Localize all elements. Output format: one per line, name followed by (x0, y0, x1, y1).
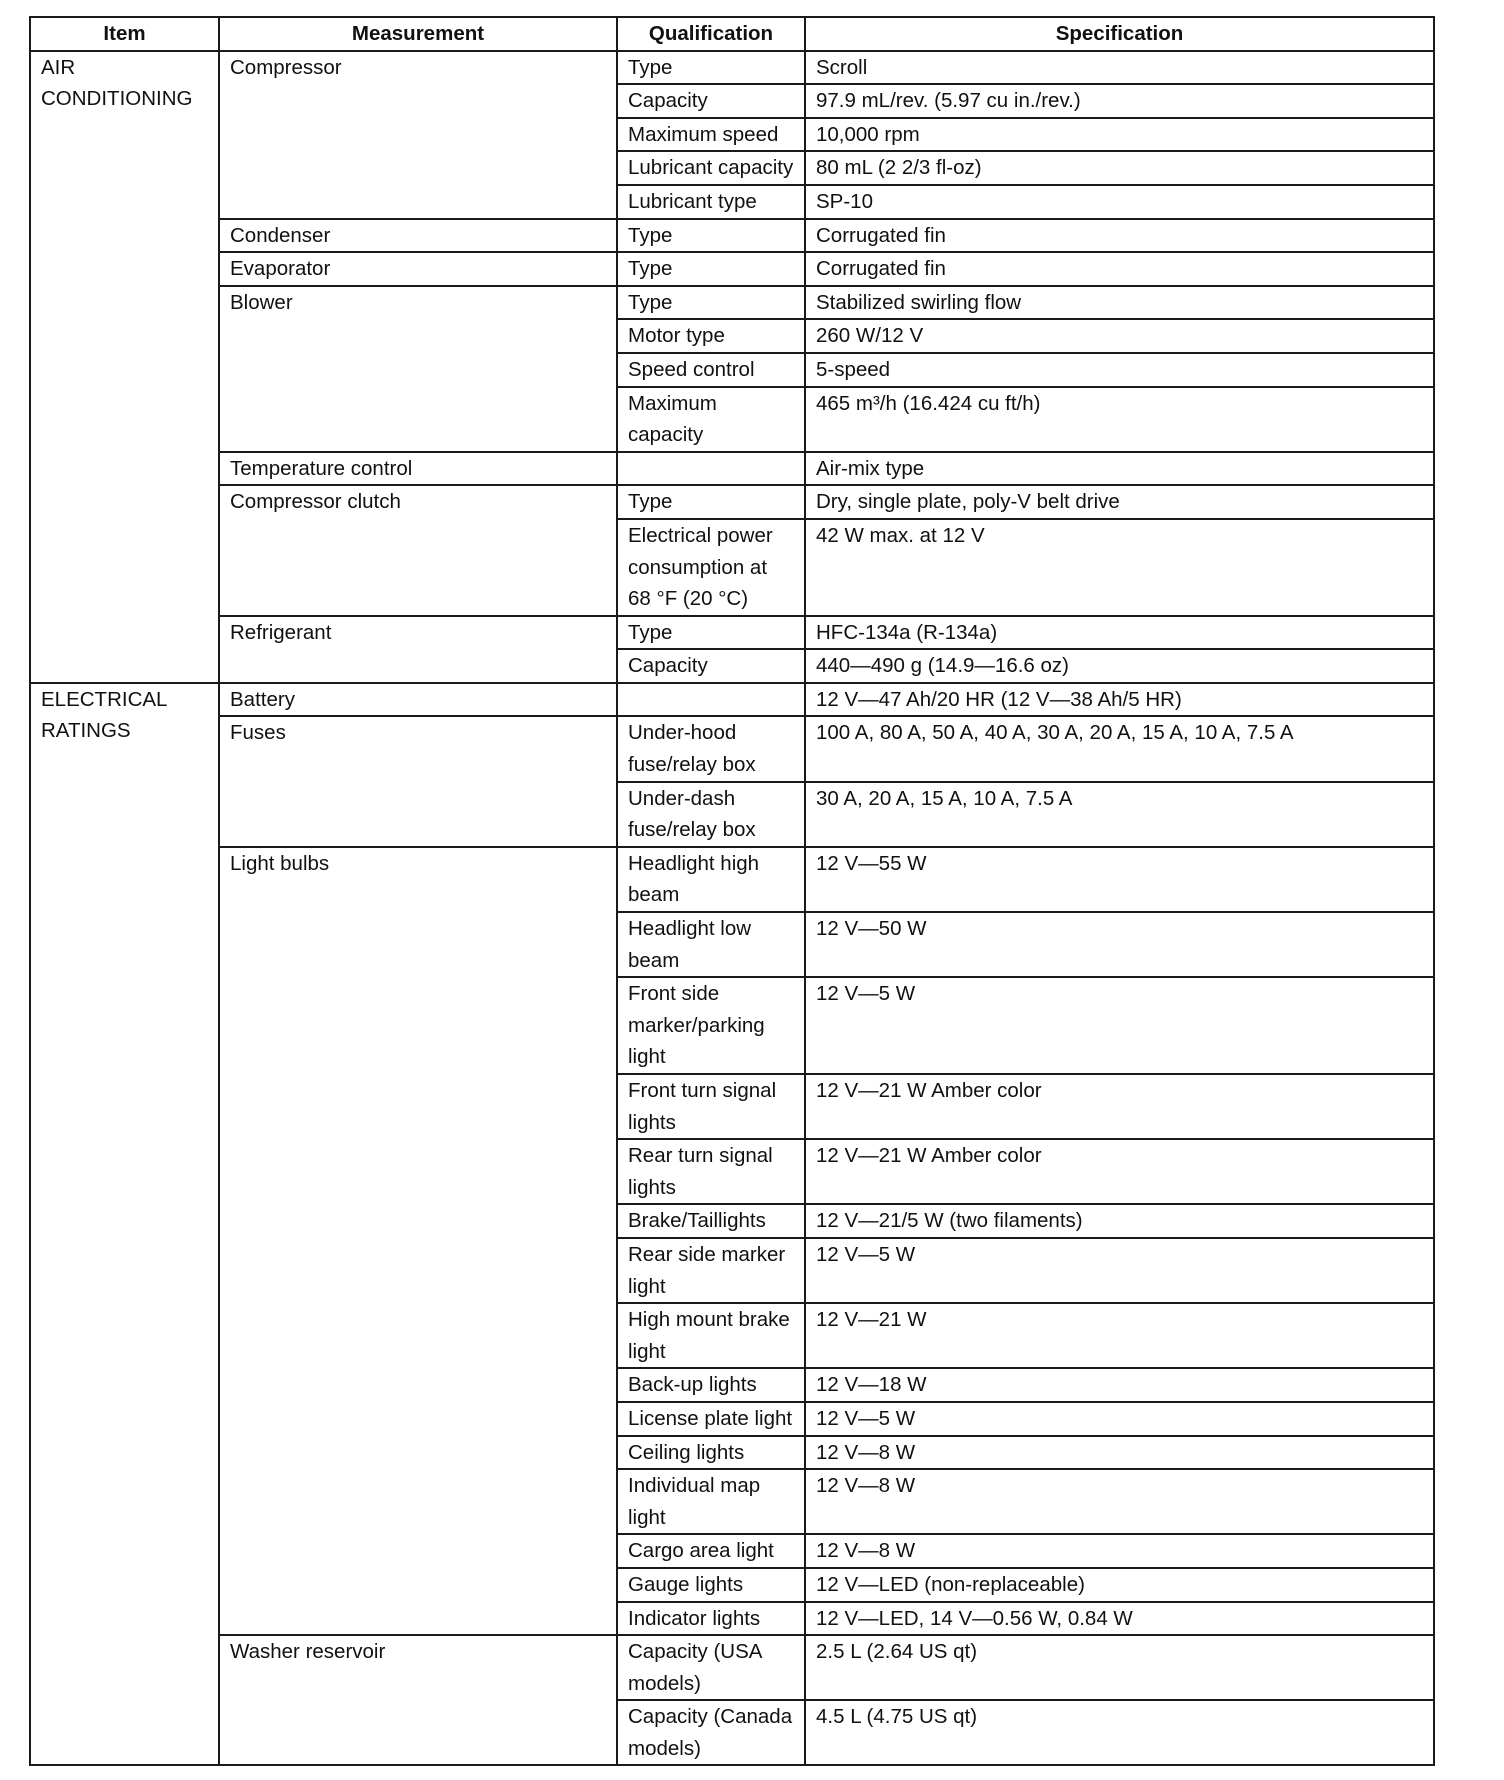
qualification-cell: Speed control (617, 353, 805, 387)
measurement-fuses: Fuses (219, 716, 617, 846)
qualification-cell: Rear side marker light (617, 1238, 805, 1303)
qualification-cell: Type (617, 485, 805, 519)
specification-cell: 4.5 L (4.75 US qt) (805, 1700, 1434, 1765)
specification-cell: 12 V—5 W (805, 977, 1434, 1074)
qualification-cell: Maximum capacity (617, 387, 805, 452)
specification-cell: Scroll (805, 51, 1434, 85)
measurement-condenser: Condenser (219, 219, 617, 253)
qualification-cell: Back-up lights (617, 1368, 805, 1402)
qualification-cell: Capacity (617, 649, 805, 683)
specification-cell: SP-10 (805, 185, 1434, 219)
qualification-cell: Under-hood fuse/relay box (617, 716, 805, 781)
qualification-cell: Capacity (USA models) (617, 1635, 805, 1700)
qualification-cell: Type (617, 616, 805, 650)
qualification-cell: Motor type (617, 319, 805, 353)
specification-cell: 97.9 mL/rev. (5.97 cu in./rev.) (805, 84, 1434, 118)
specification-cell: Dry, single plate, poly-V belt drive (805, 485, 1434, 519)
specification-cell: 80 mL (2 2/3 fl-oz) (805, 151, 1434, 185)
specification-cell: 42 W max. at 12 V (805, 519, 1434, 616)
qualification-cell: Type (617, 252, 805, 286)
specification-cell: 12 V—5 W (805, 1402, 1434, 1436)
qualification-cell: Capacity (Canada models) (617, 1700, 805, 1765)
qualification-cell: Headlight low beam (617, 912, 805, 977)
specification-cell: 12 V—21/5 W (two filaments) (805, 1204, 1434, 1238)
measurement-compressor: Compressor (219, 51, 617, 219)
measurement-compressor-clutch: Compressor clutch (219, 485, 617, 615)
table-row (30, 51, 1434, 85)
specification-cell: 5-speed (805, 353, 1434, 387)
specification-cell: 12 V—55 W (805, 847, 1434, 912)
table-row (30, 716, 1434, 781)
qualification-cell: Indicator lights (617, 1602, 805, 1636)
specification-cell: 12 V—LED (non-replaceable) (805, 1568, 1434, 1602)
measurement-evaporator: Evaporator (219, 252, 617, 286)
table-row (30, 485, 1434, 519)
table-row (30, 286, 1434, 320)
specification-cell: 12 V—8 W (805, 1436, 1434, 1470)
specification-cell: 12 V—47 Ah/20 HR (12 V—38 Ah/5 HR) (805, 683, 1434, 717)
measurement-refrigerant: Refrigerant (219, 616, 617, 683)
qualification-cell: Ceiling lights (617, 1436, 805, 1470)
measurement-washer-reservoir: Washer reservoir (219, 1635, 617, 1765)
specification-cell: 12 V—21 W Amber color (805, 1139, 1434, 1204)
specification-cell: HFC-134a (R-134a) (805, 616, 1434, 650)
qualification-cell: Maximum speed (617, 118, 805, 152)
specification-cell: 12 V—5 W (805, 1238, 1434, 1303)
header-qualification: Qualification (617, 17, 805, 51)
qualification-cell: Lubricant type (617, 185, 805, 219)
specification-cell: 260 W/12 V (805, 319, 1434, 353)
qualification-cell: Front turn signal lights (617, 1074, 805, 1139)
qualification-cell: Type (617, 51, 805, 85)
specification-cell: Air-mix type (805, 452, 1434, 486)
specification-cell: Corrugated fin (805, 219, 1434, 253)
spec-table (29, 16, 1435, 1766)
table-row (30, 252, 1434, 286)
specification-cell: 12 V—18 W (805, 1368, 1434, 1402)
item-electrical-ratings: ELECTRICAL RATINGS (30, 683, 219, 1766)
specification-cell: 10,000 rpm (805, 118, 1434, 152)
qualification-cell: Gauge lights (617, 1568, 805, 1602)
measurement-battery: Battery (219, 683, 617, 717)
table-row (30, 616, 1434, 650)
specification-cell: 30 A, 20 A, 15 A, 10 A, 7.5 A (805, 782, 1434, 847)
table-row (30, 1635, 1434, 1700)
specification-cell: 12 V—8 W (805, 1534, 1434, 1568)
measurement-light-bulbs: Light bulbs (219, 847, 617, 1635)
specification-cell: 12 V—21 W Amber color (805, 1074, 1434, 1139)
specification-cell: 12 V—50 W (805, 912, 1434, 977)
table-row (30, 847, 1434, 912)
specification-cell: 440—490 g (14.9—16.6 oz) (805, 649, 1434, 683)
specification-cell: Stabilized swirling flow (805, 286, 1434, 320)
qualification-cell: Front side marker/parking light (617, 977, 805, 1074)
header-item: Item (30, 17, 219, 51)
qualification-cell: Type (617, 219, 805, 253)
qualification-cell: Individual map light (617, 1469, 805, 1534)
qualification-cell: Headlight high beam (617, 847, 805, 912)
specification-cell: 100 A, 80 A, 50 A, 40 A, 30 A, 20 A, 15 A, 10 A, 7.5 A (805, 716, 1434, 781)
specification-cell: 465 m³/h (16.424 cu ft/h) (805, 387, 1434, 452)
qualification-cell: Cargo area light (617, 1534, 805, 1568)
qualification-cell: Capacity (617, 84, 805, 118)
measurement-temperature-control: Temperature control (219, 452, 617, 486)
table-row (30, 219, 1434, 253)
table-row (30, 683, 1434, 717)
item-air-conditioning: AIR CONDITIONING (30, 51, 219, 683)
qualification-cell: Under-dash fuse/relay box (617, 782, 805, 847)
specification-cell: 12 V—LED, 14 V—0.56 W, 0.84 W (805, 1602, 1434, 1636)
qualification-cell: Type (617, 286, 805, 320)
qualification-cell: Brake/Taillights (617, 1204, 805, 1238)
qualification-cell: High mount brake light (617, 1303, 805, 1368)
measurement-blower: Blower (219, 286, 617, 452)
specification-cell: 12 V—8 W (805, 1469, 1434, 1534)
header-specification: Specification (805, 17, 1434, 51)
qualification-cell: Rear turn signal lights (617, 1139, 805, 1204)
qualification-cell: License plate light (617, 1402, 805, 1436)
qualification-cell (617, 683, 805, 717)
qualification-cell: Electrical power consumption at 68 °F (20 °C) (617, 519, 805, 616)
header-measurement: Measurement (219, 17, 617, 51)
header-row (30, 17, 1434, 51)
qualification-cell (617, 452, 805, 486)
specification-cell: Corrugated fin (805, 252, 1434, 286)
specification-cell: 2.5 L (2.64 US qt) (805, 1635, 1434, 1700)
qualification-cell: Lubricant capacity (617, 151, 805, 185)
specification-cell: 12 V—21 W (805, 1303, 1434, 1368)
table-row (30, 452, 1434, 486)
